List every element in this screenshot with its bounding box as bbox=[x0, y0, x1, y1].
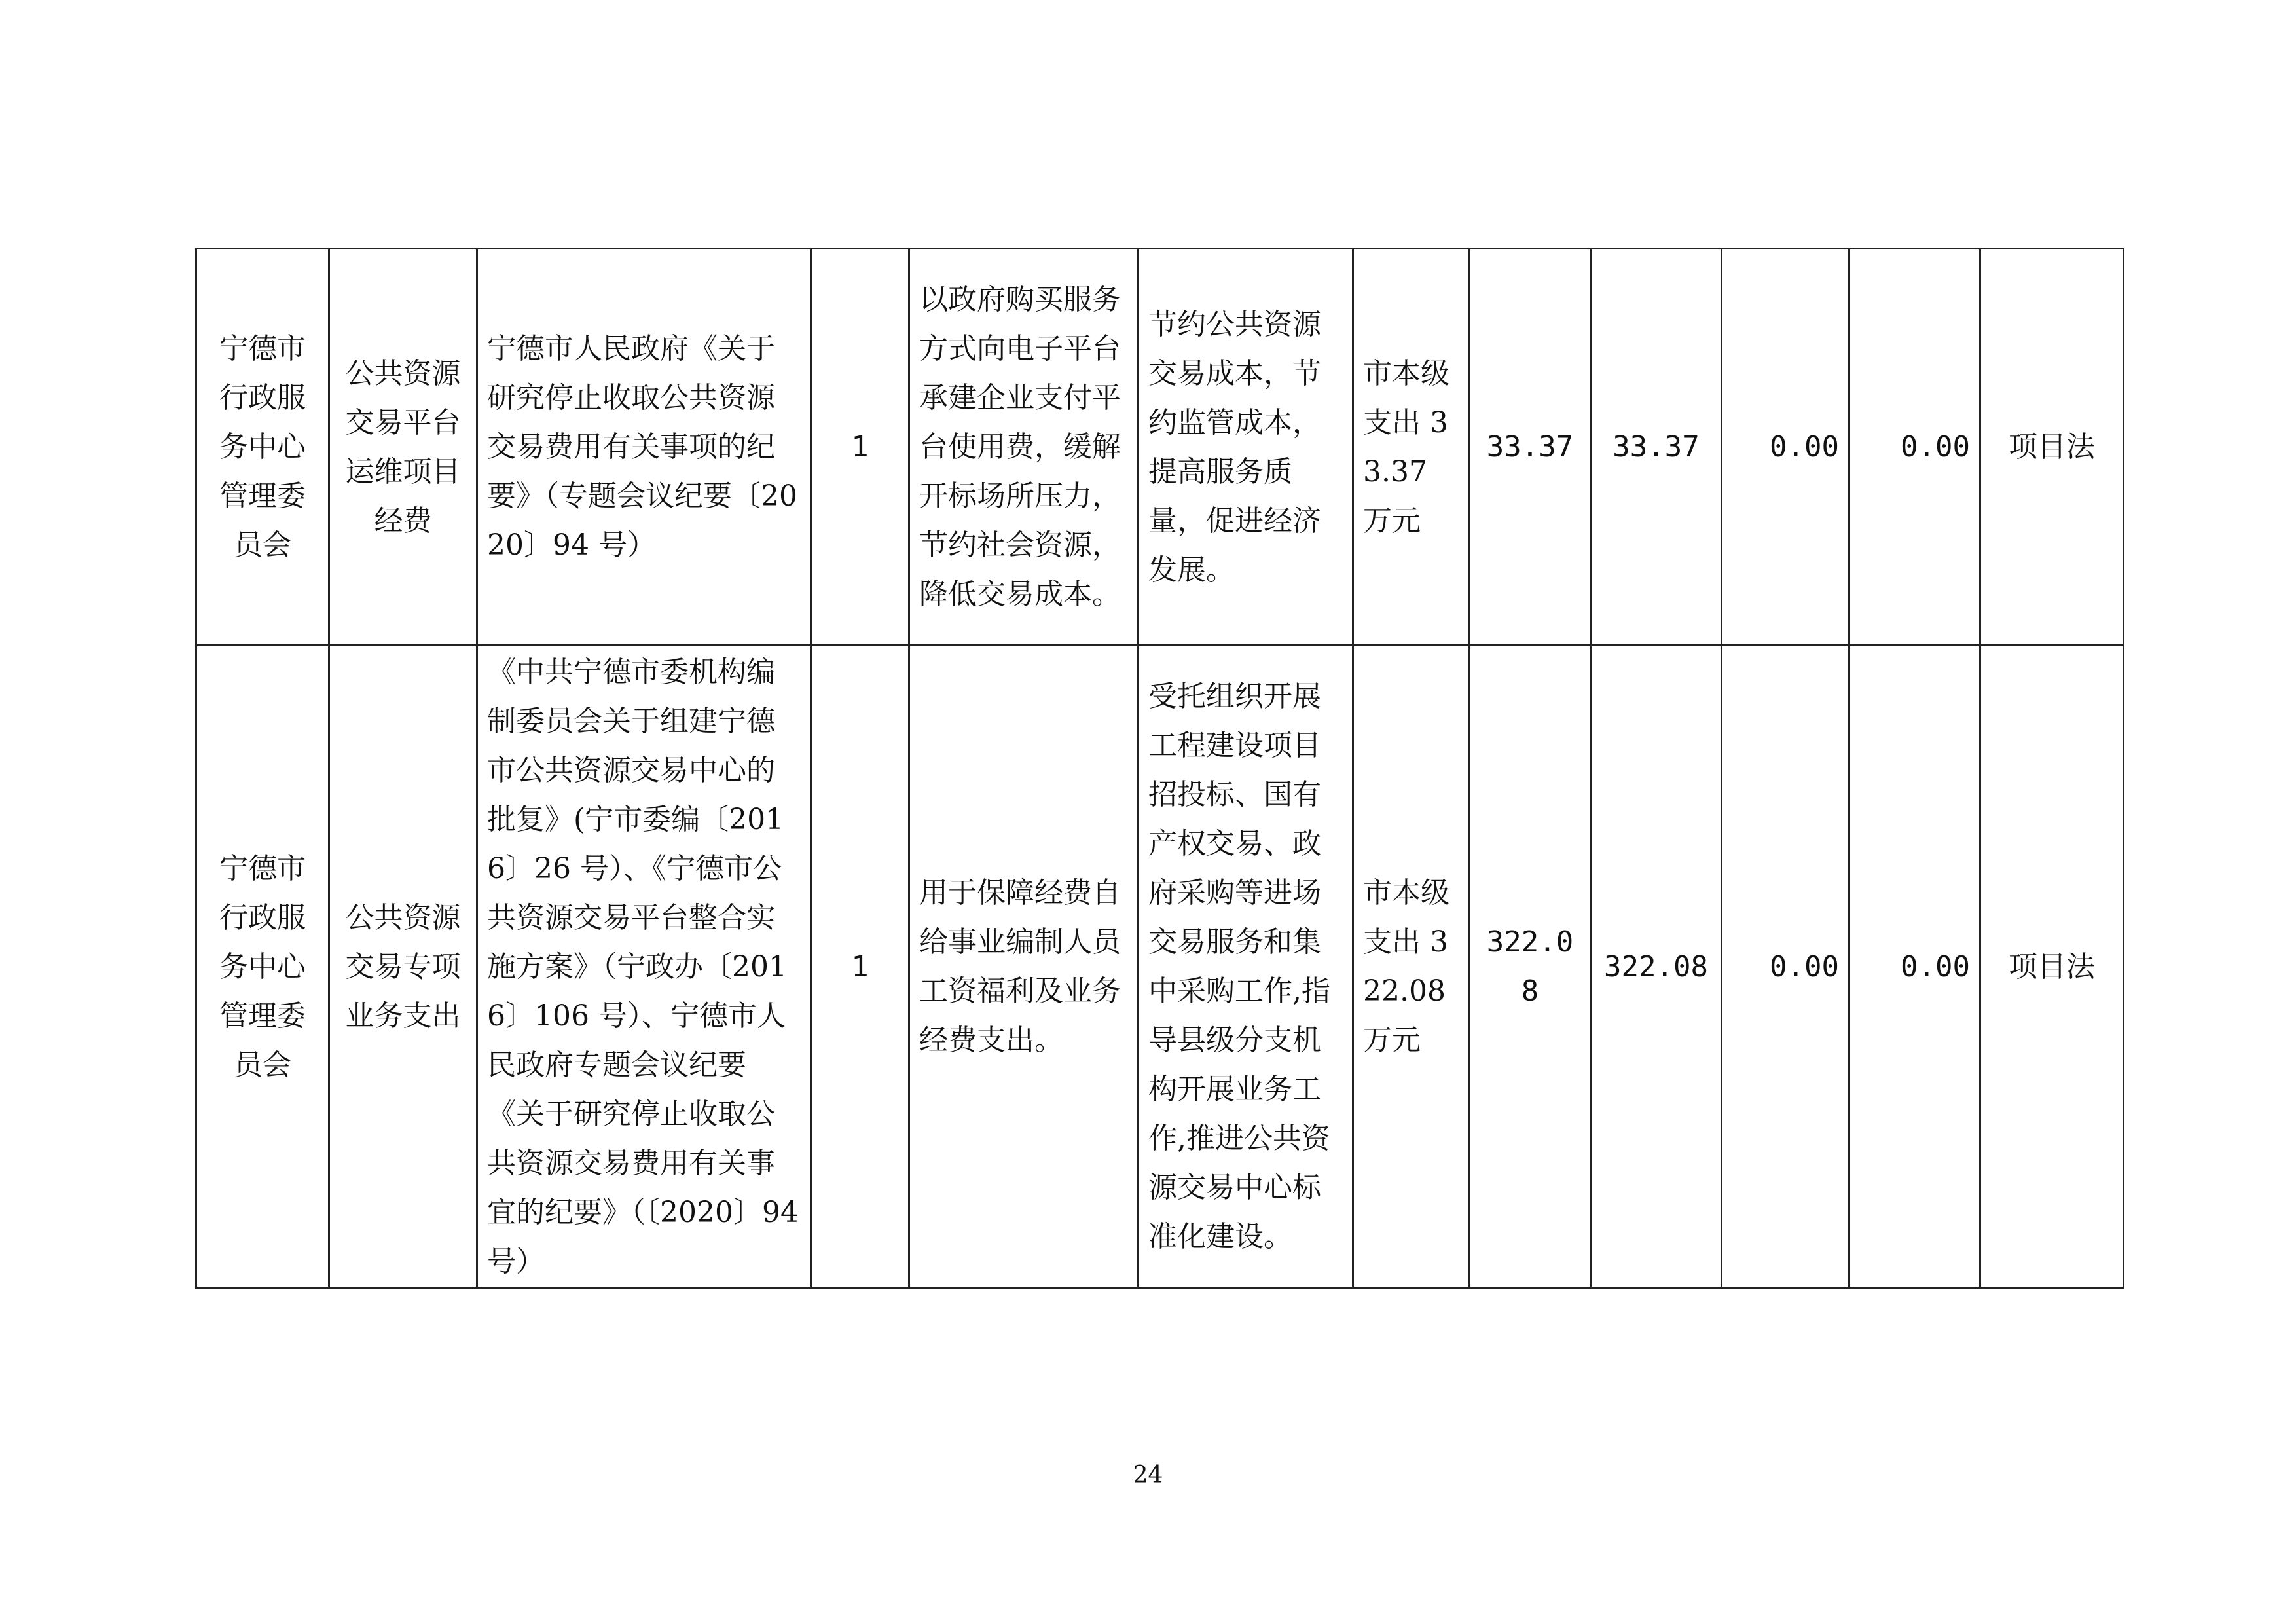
basis-cell: 《中共宁德市委机构编制委员会关于组建宁德市公共资源交易中心的批复》(宁市委编〔2016〕26 号）、《宁德市公共资源交易平台整合实施方案》（宁政办〔2016〕106 号）、宁德市人民政府专题会议纪要《关于研究停止收取公共资源交易费用有关事宜的纪要》（〔2020〕94 号） bbox=[477, 646, 811, 1288]
amount-cell: 0.00 bbox=[1850, 646, 1980, 1288]
amount-cell: 322.08 bbox=[1470, 646, 1591, 1288]
budget-project-table bbox=[195, 248, 2124, 1289]
table-row bbox=[196, 249, 2124, 646]
table-row bbox=[196, 646, 2124, 1288]
unit-cell: 宁德市行政服务中心管理委员会 bbox=[196, 249, 329, 646]
fund-source-cell: 市本级支出 322.08 万元 bbox=[1353, 646, 1470, 1288]
amount-cell: 0.00 bbox=[1722, 646, 1850, 1288]
basis-cell: 宁德市人民政府《关于研究停止收取公共资源交易费用有关事项的纪要》（专题会议纪要〔2020〕94 号） bbox=[477, 249, 811, 646]
content-cell: 用于保障经费自给事业编制人员工资福利及业务经费支出。 bbox=[909, 646, 1139, 1288]
amount-cell: 322.08 bbox=[1591, 646, 1722, 1288]
goal-cell: 受托组织开展工程建设项目招投标、国有产权交易、政府采购等进场交易服务和集中采购工作,指导县级分支机构开展业务工作,推进公共资源交易中心标准化建设。 bbox=[1139, 646, 1353, 1288]
content-cell: 以政府购买服务方式向电子平台承建企业支付平台使用费，缓解开标场所压力，节约社会资源，降低交易成本。 bbox=[909, 249, 1139, 646]
amount-cell: 0.00 bbox=[1722, 249, 1850, 646]
amount-cell: 0.00 bbox=[1850, 249, 1980, 646]
count-cell: 1 bbox=[811, 249, 909, 646]
amount-cell: 33.37 bbox=[1591, 249, 1722, 646]
method-cell: 项目法 bbox=[1980, 249, 2124, 646]
fund-source-cell: 市本级支出 33.37 万元 bbox=[1353, 249, 1470, 646]
unit-cell: 宁德市行政服务中心管理委员会 bbox=[196, 646, 329, 1288]
count-cell: 1 bbox=[811, 646, 909, 1288]
project-name-cell: 公共资源交易专项业务支出 bbox=[329, 646, 477, 1288]
goal-cell: 节约公共资源交易成本，节约监管成本，提高服务质量，促进经济发展。 bbox=[1139, 249, 1353, 646]
method-cell: 项目法 bbox=[1980, 646, 2124, 1288]
amount-cell: 33.37 bbox=[1470, 249, 1591, 646]
page-number: 24 bbox=[1133, 1462, 1163, 1488]
project-name-cell: 公共资源交易平台运维项目经费 bbox=[329, 249, 477, 646]
